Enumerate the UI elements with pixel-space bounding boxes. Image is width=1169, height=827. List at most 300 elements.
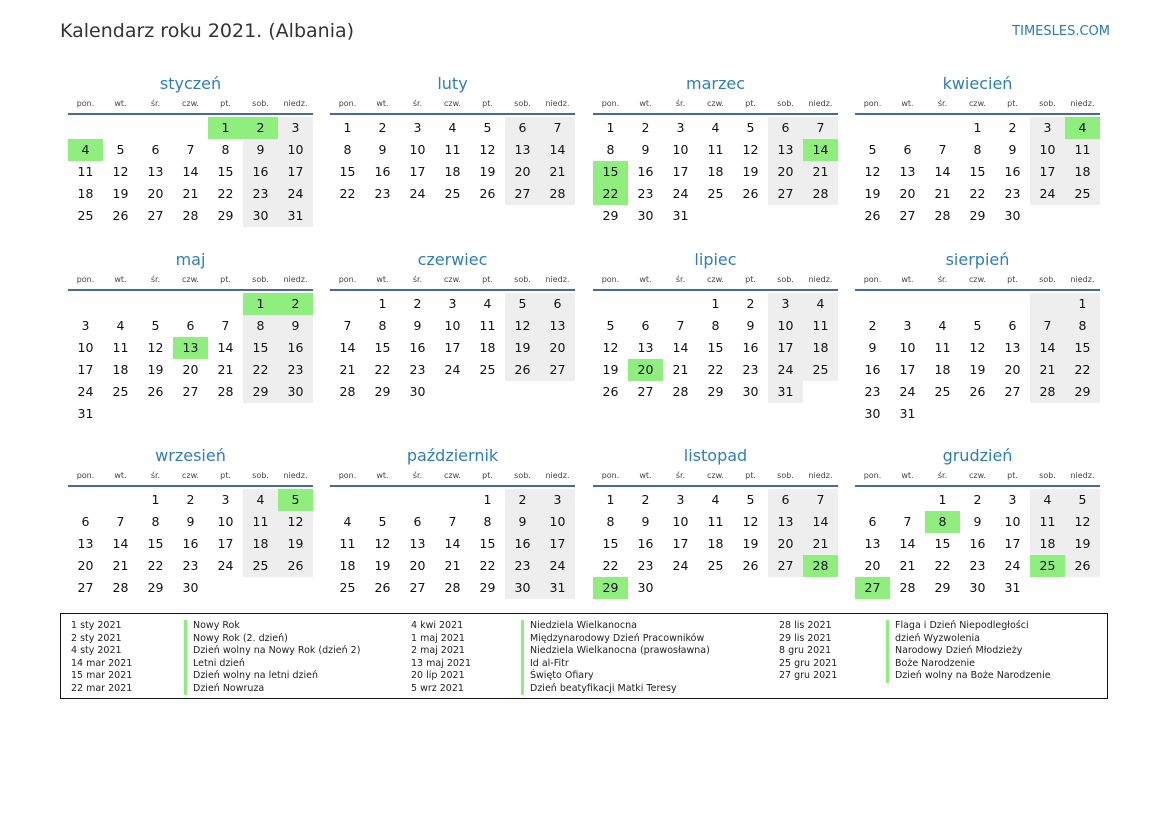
- empty-cell: [768, 205, 803, 227]
- day-grid: [330, 489, 575, 599]
- holiday-date: 4 kwi 2021: [411, 620, 464, 631]
- day-cell: 12: [742, 142, 759, 157]
- weekday-label: niedz.: [283, 471, 308, 480]
- weekday-label: pt.: [220, 471, 231, 480]
- day-cell: 19: [742, 164, 759, 179]
- day-cell: 11: [77, 164, 94, 179]
- empty-cell: [1065, 577, 1100, 599]
- day-cell: 20: [182, 362, 199, 377]
- holiday-day: 28: [803, 555, 838, 577]
- day-cell: 12: [505, 315, 540, 337]
- day-cell: 29: [217, 208, 234, 223]
- day-cell: 30: [969, 580, 986, 595]
- day-cell: 15: [147, 536, 164, 551]
- day-cell: 29: [602, 208, 619, 223]
- weekday-label: sob.: [514, 275, 531, 284]
- weekday-label: pt.: [1007, 99, 1018, 108]
- site-link[interactable]: TIMESLES.COM: [1012, 24, 1110, 39]
- day-cell: 29: [243, 381, 278, 403]
- weekday-header: [330, 468, 575, 487]
- day-cell: 9: [641, 142, 650, 157]
- empty-cell: [698, 205, 733, 227]
- day-cell: 21: [803, 533, 838, 555]
- day-cell: 18: [77, 186, 94, 201]
- day-cell: 20: [768, 161, 803, 183]
- empty-cell: [733, 577, 768, 599]
- weekday-label: pon.: [601, 99, 620, 108]
- day-cell: 17: [672, 536, 689, 551]
- weekday-header: [855, 272, 1100, 291]
- day-cell: 29: [147, 580, 164, 595]
- day-cell: 18: [444, 164, 461, 179]
- day-cell: 13: [540, 315, 575, 337]
- day-cell: 18: [707, 536, 724, 551]
- day-cell: 31: [540, 577, 575, 599]
- day-cell: 26: [505, 359, 540, 381]
- weekday-label: niedz.: [1070, 275, 1095, 284]
- day-cell: 1: [483, 492, 492, 507]
- empty-cell: [663, 577, 698, 599]
- day-cell: 7: [676, 318, 685, 333]
- weekday-label: niedz.: [545, 99, 570, 108]
- day-cell: 21: [934, 186, 951, 201]
- empty-cell: [435, 489, 470, 511]
- day-cell: 20: [864, 558, 881, 573]
- day-cell: 21: [444, 558, 461, 573]
- day-cell: 24: [409, 186, 426, 201]
- day-cell: 22: [374, 362, 391, 377]
- day-cell: 11: [1030, 511, 1065, 533]
- weekday-label: pon.: [76, 275, 95, 284]
- day-cell: 29: [934, 580, 951, 595]
- day-cell: 1: [973, 120, 982, 135]
- day-cell: 22: [1065, 359, 1100, 381]
- day-cell: 30: [742, 384, 759, 399]
- weekday-label: sob.: [777, 471, 794, 480]
- day-cell: 14: [182, 164, 199, 179]
- holiday-day: 2: [278, 293, 313, 315]
- weekday-label: czw.: [182, 471, 199, 480]
- day-cell: 3: [676, 120, 685, 135]
- weekday-label: śr.: [937, 99, 948, 108]
- day-grid: [593, 117, 838, 227]
- day-cell: 31: [768, 381, 803, 403]
- weekday-label: śr.: [675, 275, 686, 284]
- day-cell: 7: [938, 142, 947, 157]
- day-cell: 9: [186, 514, 195, 529]
- day-cell: 21: [672, 362, 689, 377]
- day-cell: 21: [112, 558, 129, 573]
- day-cell: 30: [278, 381, 313, 403]
- weekday-label: wt.: [376, 471, 389, 480]
- day-cell: 5: [505, 293, 540, 315]
- day-cell: 24: [672, 186, 689, 201]
- empty-cell: [138, 117, 173, 139]
- day-cell: 26: [742, 558, 759, 573]
- holiday-name: Dzień beatyfikacji Matki Teresy: [521, 683, 677, 696]
- month-name: sierpień: [945, 250, 1010, 269]
- day-cell: 25: [339, 580, 356, 595]
- holiday-name: Id al-Fitr: [521, 658, 569, 671]
- weekday-label: niedz.: [283, 99, 308, 108]
- holiday-date: 15 mar 2021: [71, 670, 133, 681]
- day-cell: 11: [1065, 139, 1100, 161]
- day-cell: 21: [1030, 359, 1065, 381]
- day-cell: 23: [969, 558, 986, 573]
- weekday-label: czw.: [707, 275, 724, 284]
- day-cell: 28: [217, 384, 234, 399]
- holiday-name: Święto Ofiary: [521, 670, 594, 683]
- day-cell: 8: [378, 318, 387, 333]
- day-grid: [330, 117, 575, 205]
- day-cell: 26: [864, 208, 881, 223]
- weekday-label: sob.: [252, 275, 269, 284]
- day-cell: 14: [1030, 337, 1065, 359]
- weekday-label: śr.: [937, 275, 948, 284]
- day-cell: 26: [278, 555, 313, 577]
- day-cell: 10: [672, 514, 689, 529]
- weekday-label: wt.: [639, 99, 652, 108]
- day-cell: 17: [672, 164, 689, 179]
- weekday-label: wt.: [114, 275, 127, 284]
- day-cell: 31: [672, 208, 689, 223]
- day-cell: 7: [1030, 315, 1065, 337]
- day-cell: 5: [483, 120, 492, 135]
- empty-cell: [173, 403, 208, 425]
- empty-cell: [995, 403, 1030, 425]
- day-cell: 17: [540, 533, 575, 555]
- day-cell: 20: [1004, 362, 1021, 377]
- day-cell: 15: [602, 536, 619, 551]
- empty-cell: [628, 293, 663, 315]
- day-cell: 4: [483, 296, 492, 311]
- day-cell: 23: [243, 183, 278, 205]
- weekday-label: pon.: [601, 471, 620, 480]
- day-cell: 26: [147, 384, 164, 399]
- holiday-day: 8: [925, 511, 960, 533]
- day-cell: 25: [1065, 183, 1100, 205]
- day-cell: 21: [803, 161, 838, 183]
- empty-cell: [505, 381, 540, 403]
- day-cell: 17: [217, 536, 234, 551]
- weekday-label: wt.: [114, 99, 127, 108]
- day-cell: 22: [934, 558, 951, 573]
- day-cell: 15: [707, 340, 724, 355]
- empty-cell: [1030, 293, 1065, 315]
- holiday-name: Niedziela Wielkanocna (prawosławna): [521, 645, 710, 658]
- month-name: czerwiec: [417, 250, 488, 269]
- holiday-date: 8 gru 2021: [779, 645, 832, 656]
- empty-cell: [593, 293, 628, 315]
- empty-cell: [138, 403, 173, 425]
- holiday-date: 27 gru 2021: [779, 670, 838, 681]
- day-cell: 3: [903, 318, 912, 333]
- day-cell: 10: [217, 514, 234, 529]
- holiday-day: 2: [243, 117, 278, 139]
- day-cell: 10: [77, 340, 94, 355]
- day-cell: 1: [378, 296, 387, 311]
- weekday-header: [855, 468, 1100, 487]
- day-cell: 6: [151, 142, 160, 157]
- day-grid: [68, 117, 313, 227]
- empty-cell: [890, 489, 925, 511]
- weekday-label: wt.: [376, 275, 389, 284]
- holiday-day: 22: [593, 183, 628, 205]
- day-cell: 7: [116, 514, 125, 529]
- weekday-label: czw.: [444, 99, 461, 108]
- day-cell: 22: [707, 362, 724, 377]
- day-cell: 15: [339, 164, 356, 179]
- holiday-day: 5: [278, 489, 313, 511]
- day-grid: [330, 293, 575, 403]
- holiday-name: Dzień wolny na Nowy Rok (dzień 2): [184, 645, 360, 658]
- month-block: [855, 446, 1100, 599]
- day-cell: 7: [803, 489, 838, 511]
- day-cell: 27: [768, 555, 803, 577]
- holiday-name: Nowy Rok (2. dzień): [184, 633, 288, 646]
- day-cell: 12: [742, 514, 759, 529]
- holiday-name: Letni dzień: [184, 658, 245, 671]
- day-cell: 25: [243, 555, 278, 577]
- weekday-label: pt.: [1007, 275, 1018, 284]
- day-cell: 5: [746, 120, 755, 135]
- holiday-date: 22 mar 2021: [71, 682, 133, 694]
- day-grid: [855, 117, 1100, 227]
- day-cell: 24: [1004, 558, 1021, 573]
- empty-cell: [1030, 205, 1065, 227]
- weekday-label: śr.: [150, 471, 161, 480]
- day-cell: 19: [602, 362, 619, 377]
- day-cell: 23: [505, 555, 540, 577]
- holiday-day: 4: [1065, 117, 1100, 139]
- day-cell: 25: [934, 384, 951, 399]
- weekday-label: sob.: [1039, 471, 1056, 480]
- day-cell: 17: [1030, 161, 1065, 183]
- holiday-name: Narodowy Dzień Młodzieży: [886, 645, 1022, 658]
- weekday-label: pt.: [1007, 471, 1018, 480]
- day-cell: 31: [278, 205, 313, 227]
- day-cell: 7: [186, 142, 195, 157]
- day-cell: 6: [868, 514, 877, 529]
- day-cell: 24: [768, 359, 803, 381]
- empty-cell: [365, 489, 400, 511]
- day-cell: 16: [505, 533, 540, 555]
- day-cell: 11: [479, 318, 496, 333]
- day-cell: 12: [864, 164, 881, 179]
- empty-cell: [330, 489, 365, 511]
- day-cell: 15: [217, 164, 234, 179]
- day-cell: 3: [448, 296, 457, 311]
- empty-cell: [208, 293, 243, 315]
- day-cell: 28: [1030, 381, 1065, 403]
- day-cell: 11: [803, 315, 838, 337]
- day-cell: 28: [444, 580, 461, 595]
- empty-cell: [1065, 403, 1100, 425]
- empty-cell: [960, 293, 995, 315]
- day-cell: 21: [217, 362, 234, 377]
- day-cell: 8: [973, 142, 982, 157]
- day-cell: 26: [112, 208, 129, 223]
- month-block: [330, 250, 575, 403]
- day-cell: 24: [444, 362, 461, 377]
- day-cell: 28: [112, 580, 129, 595]
- month-block: [593, 74, 838, 227]
- day-cell: 12: [112, 164, 129, 179]
- day-cell: 3: [81, 318, 90, 333]
- day-cell: 6: [505, 117, 540, 139]
- weekday-header: [855, 96, 1100, 115]
- day-cell: 1: [343, 120, 352, 135]
- weekday-label: czw.: [969, 275, 986, 284]
- day-cell: 13: [864, 536, 881, 551]
- day-cell: 10: [444, 318, 461, 333]
- day-cell: 5: [151, 318, 160, 333]
- day-cell: 27: [147, 208, 164, 223]
- day-cell: 31: [77, 406, 94, 421]
- day-cell: 18: [243, 533, 278, 555]
- day-cell: 3: [278, 117, 313, 139]
- day-cell: 30: [637, 208, 654, 223]
- day-cell: 8: [711, 318, 720, 333]
- day-cell: 13: [637, 340, 654, 355]
- day-cell: 27: [768, 183, 803, 205]
- holiday-name: Dzień wolny na Boże Narodzenie: [886, 670, 1051, 683]
- day-cell: 2: [746, 296, 755, 311]
- weekday-label: pon.: [338, 471, 357, 480]
- day-cell: 9: [413, 318, 422, 333]
- day-cell: 19: [479, 164, 496, 179]
- empty-cell: [925, 117, 960, 139]
- day-cell: 9: [243, 139, 278, 161]
- weekday-label: wt.: [114, 471, 127, 480]
- empty-cell: [663, 293, 698, 315]
- day-cell: 20: [540, 337, 575, 359]
- empty-cell: [68, 117, 103, 139]
- weekday-label: sob.: [777, 275, 794, 284]
- day-cell: 21: [339, 362, 356, 377]
- holiday-name: Nowy Rok: [184, 620, 240, 633]
- empty-cell: [208, 577, 243, 599]
- day-cell: 14: [899, 536, 916, 551]
- holiday-name: Dzień wolny na letni dzień: [184, 670, 318, 683]
- day-cell: 6: [540, 293, 575, 315]
- weekday-label: czw.: [969, 471, 986, 480]
- day-cell: 2: [378, 120, 387, 135]
- day-cell: 16: [374, 164, 391, 179]
- day-cell: 13: [409, 536, 426, 551]
- holiday-day: 14: [803, 139, 838, 161]
- empty-cell: [138, 293, 173, 315]
- day-cell: 16: [278, 337, 313, 359]
- empty-cell: [925, 403, 960, 425]
- weekday-label: śr.: [937, 471, 948, 480]
- day-cell: 19: [278, 533, 313, 555]
- weekday-label: śr.: [412, 275, 423, 284]
- day-cell: 10: [672, 142, 689, 157]
- day-cell: 30: [409, 384, 426, 399]
- day-cell: 5: [868, 142, 877, 157]
- day-cell: 16: [864, 362, 881, 377]
- day-cell: 24: [278, 183, 313, 205]
- empty-cell: [803, 205, 838, 227]
- holiday-date: 2 sty 2021: [71, 632, 122, 644]
- day-cell: 4: [711, 492, 720, 507]
- day-cell: 23: [1004, 186, 1021, 201]
- day-cell: 19: [969, 362, 986, 377]
- weekday-label: niedz.: [283, 275, 308, 284]
- day-cell: 11: [707, 514, 724, 529]
- day-cell: 2: [413, 296, 422, 311]
- day-cell: 14: [444, 536, 461, 551]
- day-cell: 1: [711, 296, 720, 311]
- holiday-date: 2 maj 2021: [411, 645, 465, 656]
- day-cell: 30: [182, 580, 199, 595]
- holiday-date: 14 mar 2021: [71, 657, 133, 669]
- day-cell: 8: [151, 514, 160, 529]
- day-cell: 19: [374, 558, 391, 573]
- weekday-header: [330, 272, 575, 291]
- weekday-header: [593, 272, 838, 291]
- day-cell: 29: [374, 384, 391, 399]
- month-name: styczeń: [159, 74, 222, 93]
- empty-cell: [995, 293, 1030, 315]
- day-cell: 15: [243, 337, 278, 359]
- day-cell: 13: [147, 164, 164, 179]
- empty-cell: [855, 489, 890, 511]
- weekday-label: śr.: [412, 99, 423, 108]
- day-cell: 2: [641, 492, 650, 507]
- day-cell: 20: [409, 558, 426, 573]
- weekday-label: pon.: [863, 275, 882, 284]
- holiday-day: 29: [593, 577, 628, 599]
- day-cell: 2: [868, 318, 877, 333]
- day-cell: 7: [540, 117, 575, 139]
- empty-cell: [803, 577, 838, 599]
- holiday-day: 20: [628, 359, 663, 381]
- holiday-date: 1 sty 2021: [71, 620, 122, 631]
- weekday-label: sob.: [514, 99, 531, 108]
- month-block: [68, 446, 313, 599]
- day-cell: 2: [1008, 120, 1017, 135]
- day-cell: 11: [339, 536, 356, 551]
- weekday-label: pon.: [601, 275, 620, 284]
- day-cell: 18: [803, 337, 838, 359]
- day-cell: 7: [448, 514, 457, 529]
- day-cell: 25: [803, 359, 838, 381]
- day-cell: 11: [934, 340, 951, 355]
- weekday-label: pt.: [482, 99, 493, 108]
- day-cell: 17: [409, 164, 426, 179]
- day-cell: 8: [343, 142, 352, 157]
- day-cell: 27: [899, 208, 916, 223]
- holiday-name: Flaga i Dzień Niepodległości: [886, 620, 1029, 633]
- day-cell: 8: [243, 315, 278, 337]
- month-block: [855, 250, 1100, 425]
- day-cell: 24: [899, 384, 916, 399]
- day-cell: 13: [1004, 340, 1021, 355]
- day-cell: 12: [374, 536, 391, 551]
- day-cell: 27: [1004, 384, 1021, 399]
- holiday-date: 20 lip 2021: [411, 670, 465, 681]
- empty-cell: [68, 293, 103, 315]
- month-name: listopad: [683, 446, 748, 465]
- month-name: wrzesień: [155, 446, 226, 465]
- day-cell: 29: [969, 208, 986, 223]
- day-cell: 14: [112, 536, 129, 551]
- day-cell: 4: [448, 120, 457, 135]
- day-cell: 19: [1065, 533, 1100, 555]
- day-cell: 3: [540, 489, 575, 511]
